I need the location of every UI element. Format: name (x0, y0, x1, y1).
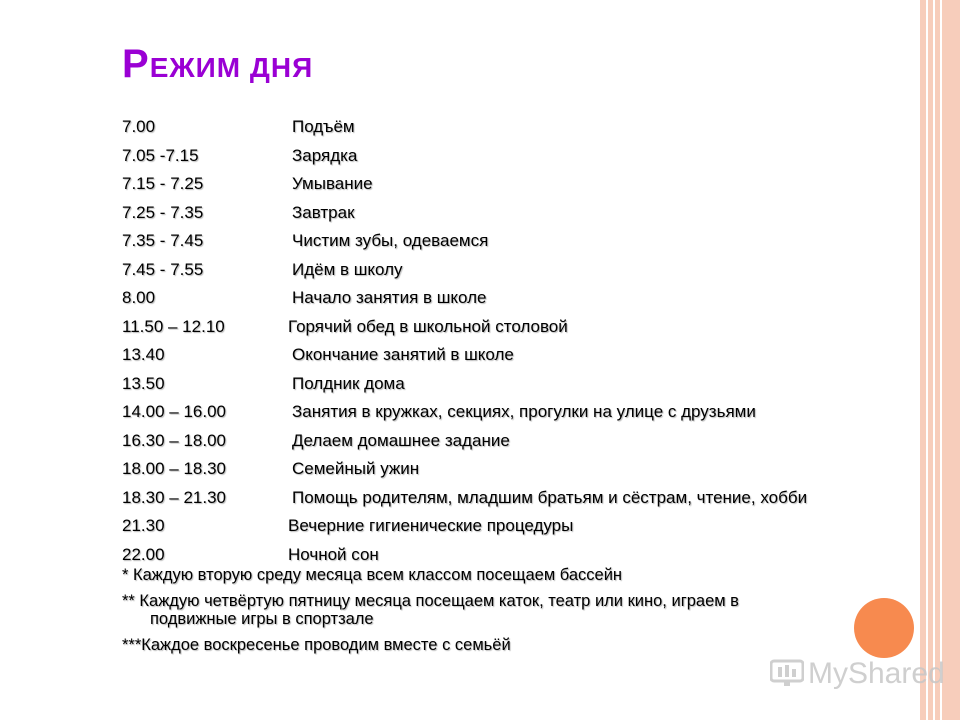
schedule-activity: Семейный ужин (292, 459, 420, 478)
schedule-row (122, 487, 912, 516)
note-activities-line1: ** Каждую четвёртую пятницу месяца посещаем каток, театр или кино, играем в (122, 592, 739, 610)
schedule-time: 14.00 – 16.00 (122, 402, 226, 421)
schedule-time: 21.30 (122, 516, 165, 535)
schedule-activity: Полдник дома (292, 373, 405, 393)
schedule-time: 18.30 – 21.30 (122, 487, 226, 507)
schedule-row (122, 458, 912, 487)
schedule-activity: Умывание (292, 174, 373, 193)
note-family: ***Каждое воскресенье проводим вместе с семьёй (122, 636, 511, 654)
note-pool: * Каждую вторую среду месяца всем классом посещаем бассейн (122, 566, 623, 584)
schedule-row (122, 401, 912, 430)
schedule-time: 18.00 – 18.30 (122, 459, 226, 478)
schedule-row (122, 230, 912, 259)
schedule-activity: Начало занятия в школе (292, 288, 487, 307)
border-stripe (926, 0, 928, 720)
schedule-time: 13.50 (122, 373, 165, 393)
schedule-list (122, 116, 912, 572)
schedule-activity: Завтрак (292, 202, 355, 222)
schedule-row (122, 316, 912, 345)
note-activities-line2: подвижные игры в спортзале (150, 610, 374, 628)
schedule-row (122, 145, 912, 174)
schedule-activity: Помощь родителям, младшим братьям и сёстрам, чтение, хобби (292, 487, 808, 507)
right-decorative-border (920, 0, 960, 720)
note-activities (122, 592, 842, 628)
schedule-activity: Зарядка (292, 145, 358, 165)
schedule-activity: Занятия в кружках, секциях, прогулки на улице с друзьями (292, 402, 756, 421)
schedule-row (122, 373, 912, 402)
schedule-time: 7.25 - 7.35 (122, 202, 204, 222)
schedule-activity: Идём в школу (292, 259, 403, 279)
schedule-time: 11.50 – 12.10 (122, 316, 225, 336)
schedule-activity: Ночной сон (288, 544, 379, 564)
page-title (122, 40, 313, 92)
title-first-letter: Р (122, 42, 150, 86)
schedule-row (122, 344, 912, 373)
schedule-activity: Делаем домашнее задание (292, 430, 510, 450)
schedule-time: 7.35 - 7.45 (122, 231, 204, 250)
schedule-time: 13.40 (122, 345, 165, 364)
border-stripe (933, 0, 935, 720)
schedule-row (122, 515, 912, 544)
watermark-logo (770, 656, 945, 692)
title-rest: ЕЖИМ ДНЯ (149, 52, 314, 83)
schedule-row (122, 202, 912, 231)
schedule-time: 22.00 (122, 544, 165, 564)
myshared-logo-icon (770, 659, 804, 689)
decorative-circle (854, 598, 914, 658)
schedule-time: 7.45 - 7.55 (122, 259, 204, 279)
schedule-activity: Горячий обед в школьной столовой (288, 316, 568, 336)
schedule-row (122, 116, 912, 145)
notes-section (122, 566, 842, 662)
schedule-row (122, 259, 912, 288)
schedule-row (122, 287, 912, 316)
schedule-activity: Окончание занятий в школе (292, 345, 514, 364)
schedule-activity: Чистим зубы, одеваемся (292, 231, 489, 250)
schedule-row (122, 173, 912, 202)
schedule-row (122, 430, 912, 459)
schedule-time: 7.15 - 7.25 (122, 174, 204, 193)
border-stripe (940, 0, 942, 720)
schedule-time: 7.00 (122, 117, 156, 136)
schedule-activity: Подъём (292, 117, 355, 136)
schedule-activity: Вечерние гигиенические процедуры (288, 516, 574, 535)
schedule-time: 8.00 (122, 288, 156, 307)
schedule-time: 7.05 -7.15 (122, 145, 199, 165)
watermark-text: MyShared (808, 657, 945, 690)
schedule-time: 16.30 – 18.00 (122, 430, 226, 450)
